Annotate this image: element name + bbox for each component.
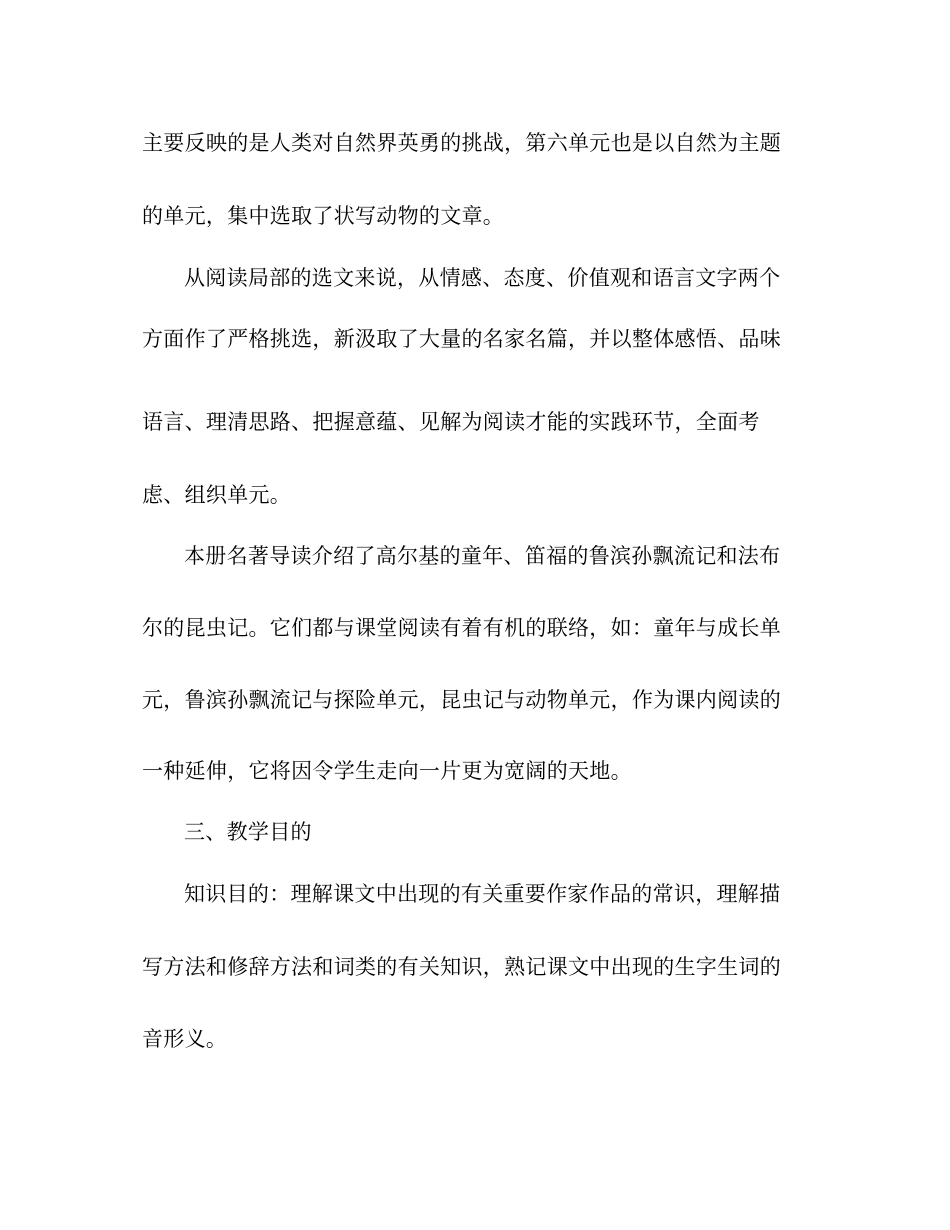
text-line: 的单元，集中选取了状写动物的文章。 [142, 204, 505, 228]
paragraph-start-line: 本册名著导读介绍了高尔基的童年、笛福的鲁滨孙飘流记和法布 [184, 544, 781, 568]
text-line: 虑、组织单元。 [142, 483, 292, 507]
text-line: 元，鲁滨孙飘流记与探险单元，昆虫记与动物单元，作为课内阅读的 [142, 688, 781, 712]
text-line: 主要反映的是人类对自然界英勇的挑战，第六单元也是以自然为主题 [142, 131, 781, 155]
section-heading: 三、教学目的 [184, 820, 312, 844]
text-line: 音形义。 [142, 1027, 228, 1051]
paragraph-start-line: 知识目的：理解课文中出现的有关重要作家作品的常识，理解描 [184, 882, 781, 906]
text-line: 方面作了严格挑选，新汲取了大量的名家名篇，并以整体感悟、品味 [142, 327, 781, 351]
text-line: 语言、理清思路、把握意蕴、见解为阅读才能的实践环节，全面考 [142, 410, 760, 434]
text-line: 尔的昆虫记。它们都与课堂阅读有着有机的联络，如：童年与成长单 [142, 616, 781, 640]
text-line: 一种延伸，它将因令学生走向一片更为宽阔的天地。 [142, 759, 632, 783]
paragraph-start-line: 从阅读局部的选文来说，从情感、态度、价值观和语言文字两个 [184, 266, 781, 290]
text-line: 写方法和修辞方法和词类的有关知识，熟记课文中出现的生字生词的 [142, 955, 781, 979]
